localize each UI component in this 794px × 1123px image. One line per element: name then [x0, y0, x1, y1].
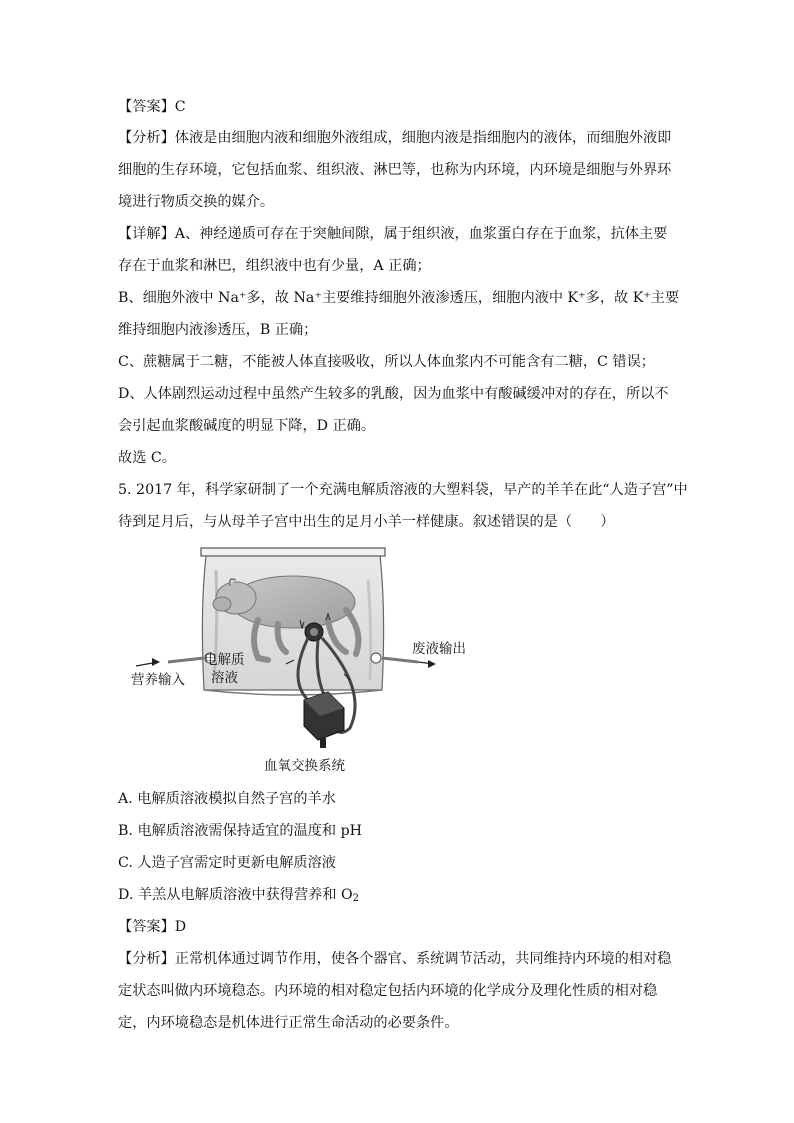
detail-line: 存在于血浆和淋巴，组织液中也有少量，A 正确； — [118, 258, 431, 274]
artificial-womb-illustration — [118, 540, 478, 780]
option-d-explanation: 会引起血浆酸碱度的明显下降，D 正确。 — [118, 418, 376, 434]
analysis-line: 细胞的生存环境，它包括血浆、组织液、淋巴等，也称为内环境，内环境是细胞与外界环 — [118, 162, 672, 178]
analysis-line: 定状态叫做内环境稳态。内环境的相对稳定包括内环境的化学成分及理化性质的相对稳 — [118, 983, 658, 999]
label-oxygen-exchange-system: 血氧交换系统 — [264, 758, 345, 774]
analysis-line: 境进行物质交换的媒介。 — [118, 194, 275, 210]
option-b-explanation: B、细胞外液中 Na⁺多，故 Na⁺主要维持细胞外液渗透压，细胞内液中 K⁺多，故 K⁺主要 — [118, 290, 680, 306]
artificial-womb-figure — [118, 540, 478, 780]
answer-line-2: 【答案】D — [118, 919, 187, 935]
option-b: B. 电解质溶液需保持适宜的温度和 pH — [118, 823, 363, 839]
option-d — [118, 886, 678, 905]
option-c: C. 人造子宫需定时更新电解质溶液 — [118, 855, 336, 871]
label-nutrient-input: 营养输入 — [131, 672, 185, 688]
document-page — [118, 98, 688, 532]
detail-line: 【详解】A、神经递质可存在于突触间隙，属于组织液，血浆蛋白存在于血浆，抗体主要 — [118, 226, 668, 242]
question-5-stem: 待到足月后，与从母羊子宫中出生的足月小羊一样健康。叙述错误的是（ ） — [118, 514, 615, 530]
option-a: A. 电解质溶液模拟自然子宫的羊水 — [118, 791, 336, 807]
analysis-line: 定，内环境稳态是机体进行正常生命活动的必要条件。 — [118, 1015, 459, 1031]
question-5-stem: 5. 2017 年，科学家研制了一个充满电解质溶液的大塑料袋，早产的羊羊在此“人造子宫”中 — [118, 482, 688, 498]
conclusion-line: 故选 C。 — [118, 450, 176, 466]
option-b-explanation: 维持细胞内液渗透压，B 正确； — [118, 322, 318, 338]
label-electrolyte-line1: 电解质 — [204, 652, 245, 668]
option-c-explanation: C、蔗糖属于二糖，不能被人体直接吸收，所以人体血浆内不可能含有二糖，C 错误； — [118, 354, 655, 370]
oxygen-subscript: 2 — [352, 893, 360, 904]
analysis-line: 【分析】体液是由细胞内液和细胞外液组成，细胞内液是指细胞内的液体，而细胞外液即 — [118, 130, 672, 146]
label-waste-output: 废液输出 — [412, 641, 466, 657]
question-5-body — [118, 790, 678, 1033]
analysis-line: 【分析】正常机体通过调节作用，使各个器官、系统调节活动，共同维持内环境的相对稳 — [118, 951, 672, 967]
answer-line-1: 【答案】C — [118, 99, 186, 115]
option-d-text: D. 羊羔从电解质溶液中获得营养和 O — [118, 887, 353, 903]
label-electrolyte-line2: 溶液 — [211, 670, 238, 686]
option-d-explanation: D、人体剧烈运动过程中虽然产生较多的乳酸，因为血浆中有酸碱缓冲对的存在，所以不 — [118, 386, 669, 402]
